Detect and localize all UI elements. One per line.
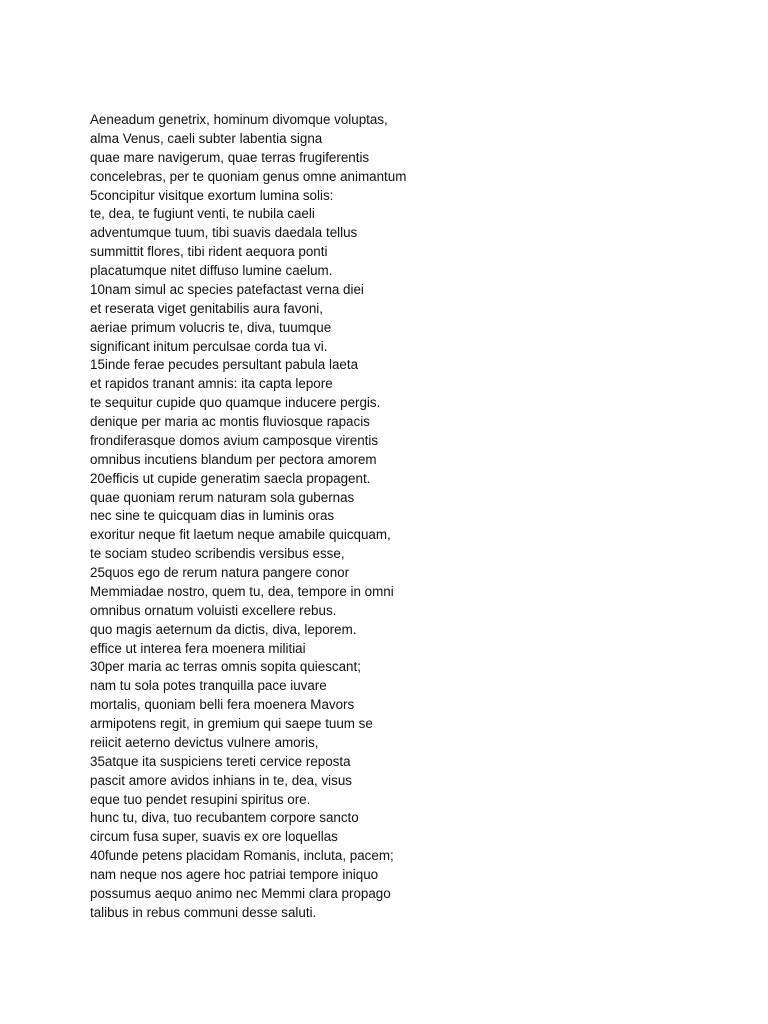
poem-line: 15inde ferae pecudes persultant pabula laeta bbox=[90, 357, 359, 373]
poem-line: nec sine te quicquam dias in luminis oras bbox=[90, 508, 335, 524]
poem-line: talibus in rebus communi desse saluti. bbox=[90, 904, 317, 920]
poem-line: circum fusa super, suavis ex ore loquellas bbox=[90, 829, 338, 845]
poem-line: concelebras, per te quoniam genus omne animantum bbox=[90, 168, 407, 184]
poem-text-block bbox=[90, 111, 730, 923]
poem-line: armipotens regit, in gremium qui saepe tuum se bbox=[90, 716, 373, 731]
poem-line: eque tuo pendet resupini spiritus ore. bbox=[90, 791, 311, 807]
poem-line: effice ut interea fera moenera militiai bbox=[90, 640, 306, 656]
poem-line: alma Venus, caeli subter labentia signa bbox=[90, 130, 323, 146]
poem-line: 20efficis ut cupide generatim saecla propagent. bbox=[90, 470, 371, 486]
poem-line: denique per maria ac montis fluviosque rapacis bbox=[90, 414, 370, 429]
poem-line: te sociam studeo scribendis versibus esse, bbox=[90, 546, 345, 562]
poem-line: 35atque ita suspiciens tereti cervice reposta bbox=[90, 753, 351, 769]
poem-line: nam neque nos agere hoc patriai tempore iniquo bbox=[90, 867, 379, 882]
poem-line: 25quos ego de rerum natura pangere conor bbox=[90, 565, 350, 580]
poem-line: aeriae primum volucris te, diva, tuumque bbox=[90, 319, 332, 335]
poem-line: nam tu sola potes tranquilla pace iuvare bbox=[90, 678, 327, 694]
poem-line: Memmiadae nostro, quem tu, dea, tempore in omni bbox=[90, 583, 394, 599]
poem-line: possumus aequo animo nec Memmi clara propago bbox=[90, 885, 391, 901]
poem-line: placatumque nitet diffuso lumine caelum. bbox=[90, 263, 333, 278]
poem-line: 5concipitur visitque exortum lumina solis: bbox=[90, 187, 334, 203]
poem-line: quae mare navigerum, quae terras frugiferentis bbox=[90, 149, 370, 165]
poem-line: adventumque tuum, tibi suavis daedala tellus bbox=[90, 225, 358, 241]
poem-line: 30per maria ac terras omnis sopita quiescant; bbox=[90, 659, 361, 675]
poem-line: 40funde petens placidam Romanis, incluta, pacem; bbox=[90, 848, 394, 864]
poem-line: pascit amore avidos inhians in te, dea, visus bbox=[90, 772, 353, 788]
poem-line: reiicit aeterno devictus vulnere amoris, bbox=[90, 734, 319, 750]
poem-line: te sequitur cupide quo quamque inducere pergis. bbox=[90, 395, 381, 411]
poem-line: omnibus incutiens blandum per pectora amorem bbox=[90, 451, 377, 467]
poem-line: significant initum perculsae corda tua vi. bbox=[90, 338, 328, 354]
poem-line: 10nam simul ac species patefactast verna diei bbox=[90, 281, 364, 297]
poem-line: et reserata viget genitabilis aura favoni, bbox=[90, 300, 323, 316]
poem-line: et rapidos tranant amnis: ita capta lepore bbox=[90, 376, 333, 392]
poem-line: summittit flores, tibi rident aequora ponti bbox=[90, 244, 328, 260]
poem-line: hunc tu, diva, tuo recubantem corpore sancto bbox=[90, 810, 359, 826]
poem-line: frondiferasque domos avium camposque virentis bbox=[90, 432, 379, 448]
poem-line: te, dea, te fugiunt venti, te nubila caeli bbox=[90, 206, 315, 222]
poem-line: quae quoniam rerum naturam sola gubernas bbox=[90, 489, 355, 505]
poem-line: mortalis, quoniam belli fera moenera Mavors bbox=[90, 697, 355, 713]
poem-line: quo magis aeternum da dictis, diva, leporem. bbox=[90, 621, 357, 637]
poem-line: exoritur neque fit laetum neque amabile quicquam, bbox=[90, 527, 391, 543]
poem-line: Aeneadum genetrix, hominum divomque voluptas, bbox=[90, 112, 388, 127]
poem-line: omnibus ornatum voluisti excellere rebus. bbox=[90, 602, 337, 618]
